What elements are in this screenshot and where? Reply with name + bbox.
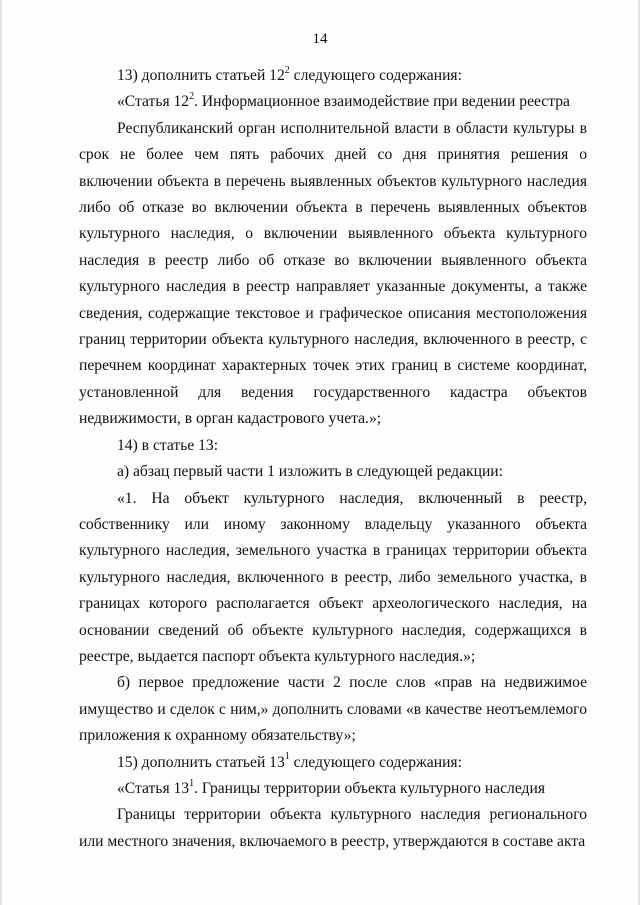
article-13-1-body bbox=[79, 802, 587, 855]
superscript: 2 bbox=[189, 91, 195, 103]
paragraph-13 bbox=[79, 63, 587, 89]
paragraph-tail: следующего содержания: bbox=[289, 67, 462, 84]
paragraph-text: 14) в статье 13: bbox=[117, 436, 219, 454]
document-body bbox=[79, 63, 587, 855]
superscript: 1 bbox=[189, 777, 195, 789]
scan-edge-left bbox=[0, 0, 3, 905]
paragraph-tail: . Границы территории объекта культурного наследия bbox=[194, 779, 546, 797]
article-12-2-body bbox=[79, 116, 587, 433]
paragraph-tail: следующего содержания: bbox=[289, 753, 462, 771]
paragraph-text: 15) дополнить статьей 13 bbox=[117, 753, 285, 771]
superscript: 2 bbox=[284, 64, 290, 76]
paragraph-text: б) первое предложение части 2 после слов «прав на недвижимое имущество и сделок с ним,» дополнить словами «в качестве неотъемлемого приложения к охранному обязательству»; bbox=[79, 674, 587, 745]
subparagraph-a bbox=[79, 459, 587, 485]
paragraph-text: 13) дополнить статьей 12 bbox=[117, 67, 285, 84]
paragraph-text: Республиканский орган исполнительной власти в области культуры в срок не более чем пять рабочих дней со дня принятия решения о включении объекта в перечень выявленных объектов культурного наследия либо об отказе во включении объекта в перечень выявленных объектов культурного наследия, о включении выявленного объекта культурного наследия в реестр либо об отказе во включении выявленного объекта культурного наследия в реестр направляет указанные документы, а также сведения, содержащие текстовое и графическое описания местоположения границ территории объекта культурного наследия, включенного в реестр, с перечнем координат характерных точек этих границ в системе координат, установленной для ведения государственного кадастра объектов недвижимости, в орган кадастрового учета.»; bbox=[79, 119, 587, 428]
paragraph-text: «Статья 13 bbox=[117, 779, 190, 797]
superscript: 1 bbox=[284, 751, 290, 763]
article-12-2-heading bbox=[79, 89, 587, 115]
paragraph-text: Границы территории объекта культурного наследия регионального или местного значения, включаемого в реестр, утверждаются в составе акта bbox=[79, 806, 587, 850]
paragraph-tail: . Информационное взаимодействие при ведении реестра bbox=[194, 93, 570, 111]
subparagraph-b bbox=[79, 670, 587, 749]
page-number: 14 bbox=[312, 31, 328, 47]
article-13-1-heading bbox=[79, 776, 587, 802]
subparagraph-a-quote bbox=[79, 486, 587, 671]
paragraph-14 bbox=[79, 433, 587, 459]
paragraph-text: «Статья 12 bbox=[117, 93, 190, 111]
paragraph-15 bbox=[79, 750, 587, 776]
paragraph-text: а) абзац первый части 1 изложить в следующей редакции: bbox=[117, 463, 503, 481]
paragraph-text: «1. На объект культурного наследия, включенный в реестр, собственнику или иному законному владельцу указанного объекта культурного наследия, земельного участка в границах территории объекта культурного наследия, включенного в реестр, либо земельного участка, в границах которого располагается объект археологического наследия, на основании сведений об объекте культурного наследия, содержащихся в реестре, выдается паспорт объекта культурного наследия.»; bbox=[79, 489, 587, 665]
